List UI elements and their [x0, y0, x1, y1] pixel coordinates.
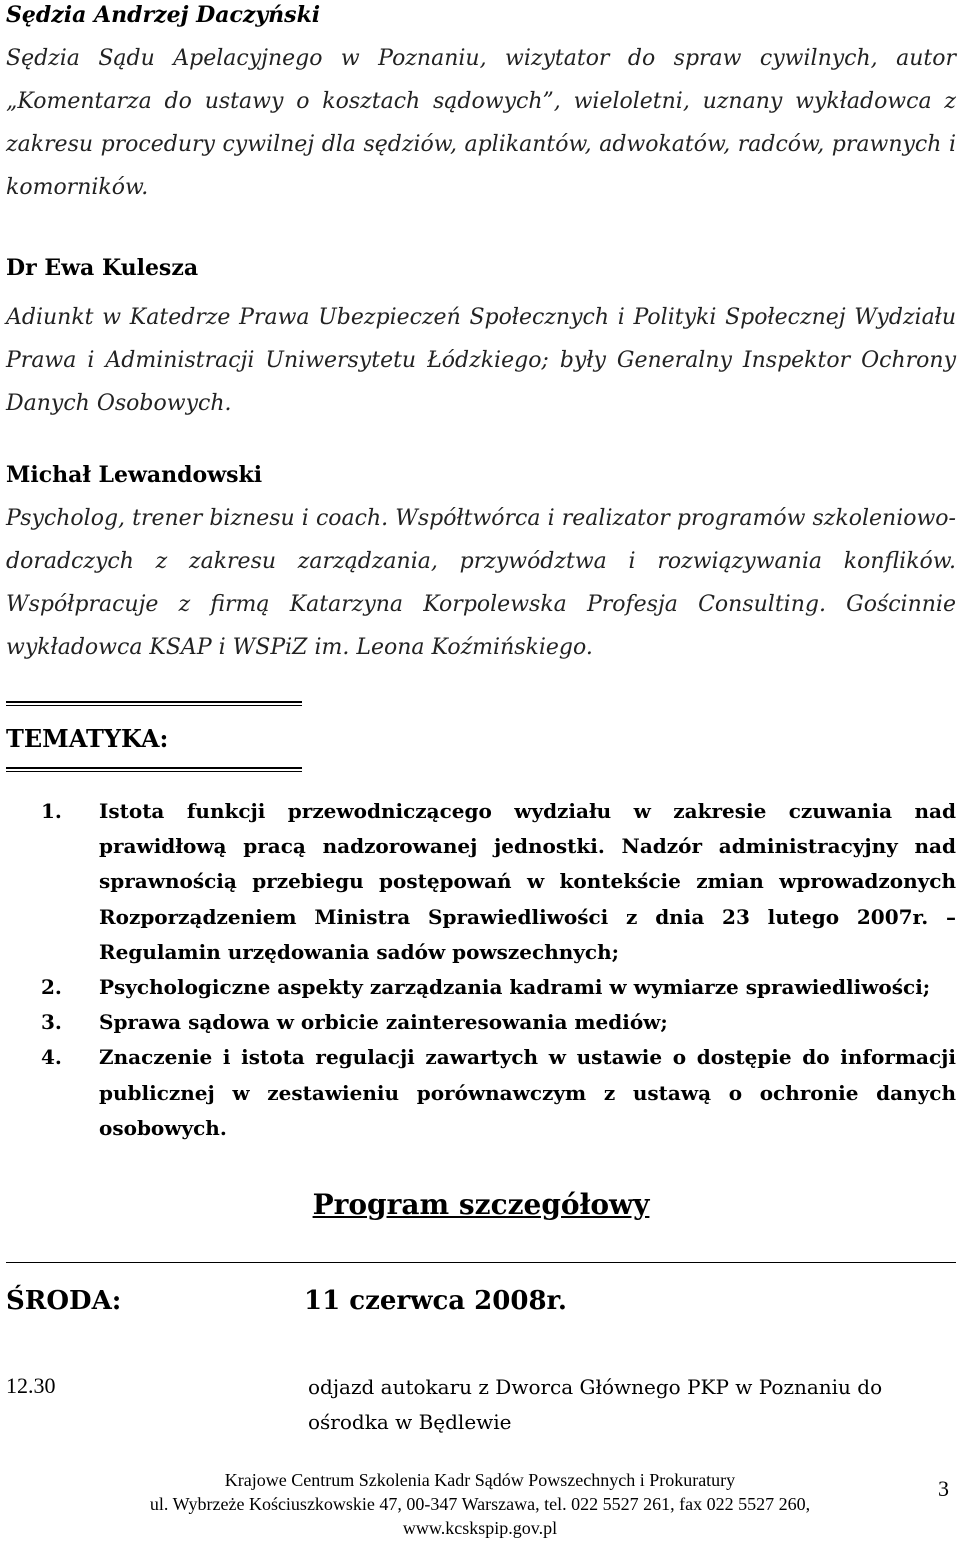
bio-name-daczynski: Sędzia Andrzej Daczyński — [6, 2, 321, 28]
program-title: Program szczegółowy — [312, 1188, 650, 1221]
footer-website[interactable]: www.kcskspip.gov.pl — [402, 1518, 558, 1538]
bio-name-kulesza: Dr Ewa Kulesza — [6, 255, 199, 281]
bio-description-lewandowski: Psycholog, trener biznesu i coach. Współtwórca i realizator programów szkoleniowo-doradczych z zakresu zarządzania, przywództwa i rozwiązywania konflików. Współpracuje z firmą Katarzyna Korpolewska Profesja Consulting. Gościnnie wykładowca KSAP i WSPiZ im. Leona Koźmińskiego. — [6, 506, 956, 660]
bio-description-kulesza: Adiunkt w Katedrze Prawa Ubezpieczeń Społecznych i Polityki Społecznej Wydziału Prawa i Administracji Uniwersytetu Łódzkiego; były Generalny Inspektor Ochrony Danych Osobowych. — [6, 305, 956, 416]
topic-number: 4. — [41, 1045, 62, 1070]
topic-item — [6, 1040, 956, 1146]
topic-text: Istota funkcji przewodniczącego wydziału w zakresie czuwania nad prawidłową pracą nadzorowanej jednostki. Nadzór administracyjny nad sprawnością przebiegu postępowań w kontekście zmian wprowadzonych Rozporządzeniem Ministra Sprawiedliwości z dnia 23 lutego 2007r. – Regulamin urzędowania sadów powszechnych; — [99, 799, 956, 964]
schedule-description: odjazd autokaru z Dworca Głównego PKP w Poznaniu do ośrodka w Będlewie — [308, 1375, 883, 1434]
program-separator — [6, 1262, 956, 1263]
topic-item — [6, 1005, 956, 1040]
footer-institution: Krajowe Centrum Szkolenia Kadr Sądów Powszechnych i Prokuratury — [224, 1470, 736, 1490]
tematyka-heading: TEMATYKA: — [6, 724, 169, 753]
day-date: 11 czerwca 2008r. — [304, 1286, 567, 1316]
page-footer — [0, 1468, 960, 1540]
topic-item — [6, 794, 956, 970]
topic-item — [6, 970, 956, 1005]
tematyka-bottom-rule — [6, 767, 302, 772]
page-number: 3 — [938, 1476, 949, 1501]
topic-text: Sprawa sądowa w orbicie zainteresowania mediów; — [99, 1010, 668, 1035]
topic-number: 3. — [41, 1010, 62, 1035]
topic-number: 1. — [41, 799, 62, 823]
topic-text: Psychologiczne aspekty zarządzania kadrami w wymiarze sprawiedliwości; — [99, 975, 931, 1000]
bio-name-lewandowski: Michał Lewandowski — [6, 462, 263, 488]
day-label: ŚRODA: — [6, 1286, 122, 1316]
footer-address: ul. Wybrzeże Kościuszkowskie 47, 00-347 Warszawa, tel. 022 5527 261, fax 022 5527 260, — [149, 1494, 811, 1514]
bio-description-daczynski: Sędzia Sądu Apelacyjnego w Poznaniu, wizytator do spraw cywilnych, autor „Komentarza do ustawy o kosztach sądowych”, wieloletni, uznany wykładowca z zakresu procedury cywilnej dla sędziów, aplikantów, adwokatów, radców, prawnych i komorników. — [6, 46, 956, 200]
topic-text: Znaczenie i istota regulacji zawartych w ustawie o dostępie do informacji publicznej w zestawieniu porównawczym z ustawą o ochronie danych osobowych. — [99, 1045, 956, 1140]
topics-list — [6, 794, 956, 1146]
schedule-time: 12.30 — [6, 1373, 56, 1398]
topic-number: 2. — [41, 975, 62, 1000]
tematyka-top-rule — [6, 701, 302, 706]
